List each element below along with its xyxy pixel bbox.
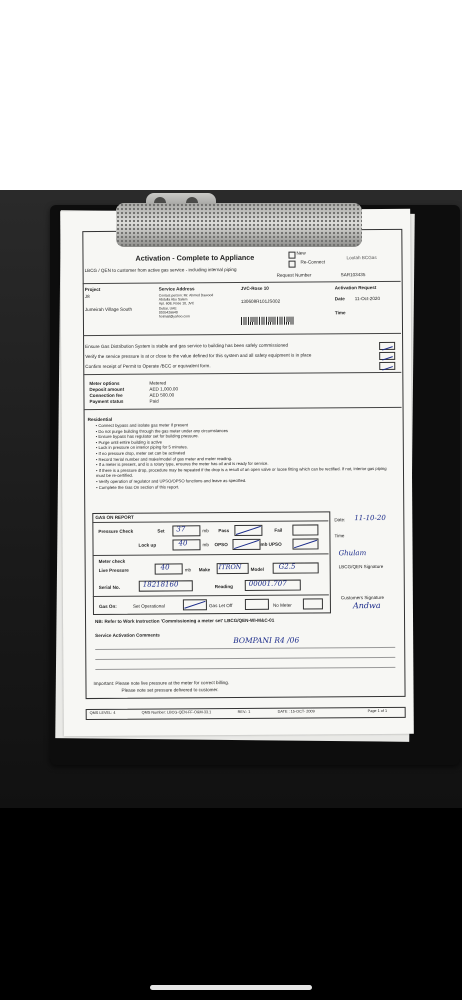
address-line: 0555426640 (158, 310, 178, 315)
address-line: Abdulla Abu Salem (158, 297, 188, 302)
work-instruction-note: NB: Refer to Work Instruction 'Commissioning a meter set' LBCG/QEN-WI-M&C-01 (95, 617, 275, 624)
lock-up-value: 40 (178, 539, 188, 548)
no-meter-label: No Meter (272, 602, 292, 608)
meter-options-label: Meter options (89, 380, 120, 387)
gas-on-label: Gas On: (98, 603, 117, 609)
mb-unit: mb (184, 567, 192, 573)
customer-signature-label: Customers Signature (340, 594, 385, 601)
footer-page: Page 1 of 1 (367, 708, 388, 714)
footer-date: DATE : 15-OCT- 2009 (277, 709, 315, 714)
set-operational-label: Set Operational (132, 603, 165, 609)
building: JVC-Rose 10 (240, 285, 269, 291)
new-checkbox[interactable] (288, 252, 295, 259)
deposit-value: AED 1,000.00 (149, 386, 179, 392)
statement-2: Verify the service pressure is at or close to the value defined for this system and all safety equipment is in place (85, 352, 312, 360)
fail-field[interactable] (292, 524, 318, 535)
comments-hand: BOMPANI R4 /06 (233, 635, 300, 646)
list-item: • Purge until entire building is active (95, 439, 162, 445)
background-bottom (0, 808, 462, 1000)
address-line: hotmail@yahoo.com (158, 314, 190, 319)
reconnect-checkbox[interactable] (289, 261, 296, 268)
request-number: SAR103435 (340, 272, 366, 278)
list-item: • Complete the Gas On section of this report. (96, 483, 180, 490)
serial-label: Serial No. (98, 584, 121, 590)
technician-signature: Ghulam (338, 549, 367, 558)
date-label-right: Date: (334, 517, 346, 523)
statement-1-check[interactable] (379, 342, 395, 350)
date-label: Date (334, 296, 345, 302)
reconnect-label: Re-Connect (300, 259, 326, 265)
customer-signature: Andwa (352, 601, 381, 611)
payment-value: Paid (149, 398, 159, 404)
statement-2-check[interactable] (379, 352, 395, 360)
address-line: Dubai, UAE (158, 306, 177, 311)
mb-unit: mb (202, 542, 209, 548)
lbcg-signature-label: LBCG/QEN Signature (338, 563, 384, 570)
serial-value: 18218160 (142, 580, 179, 589)
set-label: Set (157, 528, 165, 534)
address-line: Apt. 608, Rose 10, JVC (158, 301, 195, 306)
meter-ref: 130608R101JS002 (240, 298, 281, 304)
make-label: Make (198, 567, 211, 573)
gas-on-report-label: GAS ON REPORT (95, 514, 134, 520)
fail-label: Fail (274, 527, 283, 533)
opso-field[interactable] (232, 539, 260, 550)
meter-check-label: Meter check (98, 558, 126, 564)
important-note-2: Please note set pressure delivered to customer. (121, 687, 219, 693)
model-value: G2.5 (278, 562, 296, 571)
service-address-label: Service Address (158, 286, 195, 292)
no-meter-field[interactable] (303, 598, 323, 609)
date-value: 11-Oct-2020 (354, 295, 381, 302)
comments-label: Service Activation Comments (95, 632, 160, 638)
payment-label: Payment status (89, 398, 124, 405)
time-label-right: Time (334, 533, 345, 539)
deposit-label: Deposit amount (89, 386, 125, 393)
residential-label: Residential (87, 416, 113, 423)
list-item: • Do not purge building through the gas meter under any circumstances (95, 427, 229, 434)
logo-text: Lootah BCGas (346, 255, 377, 261)
set-value: 37 (176, 525, 186, 534)
background-top (0, 0, 462, 190)
list-item: • If a meter is present, and is a rotary type, ensures the meter has oil and is ready for service. (95, 460, 269, 468)
location: Jumeirah Village South (84, 306, 133, 313)
gas-let-off-field[interactable] (245, 599, 269, 610)
list-item: • Record Serial number and make/model of gas meter and meter reading. (95, 455, 233, 462)
new-label: New (296, 250, 306, 256)
mb-upso-label: mb UPSO (260, 541, 282, 547)
time-label: Time (334, 310, 346, 316)
lock-up-label: Lock up (138, 542, 157, 548)
list-item: • Lock in pressure on interior piping for 5 minutes. (95, 444, 188, 451)
list-item: • Connect bypass and isolate gas meter if present (95, 422, 188, 428)
footer-qms: QMS Number: LBCG-QEN-FF-O&M-33.1 (141, 710, 212, 715)
connection-value: AED 500.00 (149, 392, 175, 398)
footer-rev: REV.: 1 (237, 709, 251, 715)
barcode (241, 317, 295, 325)
mb-unit: mb (202, 528, 209, 534)
meter-options-value: Metered (149, 380, 167, 386)
set-operational-field[interactable] (183, 599, 207, 610)
activation-form (60, 209, 414, 736)
reading-value: 00001.707 (248, 579, 287, 588)
gas-let-off-label: Gas Let Off (208, 603, 233, 609)
project-value: J8 (84, 294, 90, 300)
statement-3: Confirm receipt of Permit to Operate /BCC or equivalent form. (85, 363, 211, 370)
address-line: Contact person: Mr. Ahmed Dawood (158, 293, 214, 298)
form-title: Activation - Complete to Appliance (135, 252, 255, 263)
live-pressure-label: Live Pressure (98, 567, 129, 573)
connection-label: Connection fee (89, 392, 123, 399)
reading-label: Reading (214, 584, 233, 590)
clipboard-clip (116, 193, 362, 251)
statement-3-check[interactable] (379, 362, 395, 370)
pressure-check-label: Pressure Check (98, 528, 134, 534)
list-item: • If there is a pressure drop, procedure may be repeated if the drop is a result of an open valve or loose fitting which can be rectified. If not, interior gas piping must be re-certified. (95, 465, 387, 479)
live-pressure-value: 40 (160, 563, 170, 572)
list-item: • If no pressure drop, meter set can be activated (95, 450, 186, 456)
model-label: Model (250, 566, 264, 572)
important-note-1: Important: Please note live pressure at the meter for correct billing. (93, 680, 230, 687)
make-value: ITRON (218, 562, 242, 572)
intro-text: LBCG / QEN to customer from active gas service - including internal piping (84, 266, 237, 274)
list-item: • Ensure bypass has regulator set for building pressure. (95, 433, 199, 440)
service-address (159, 293, 214, 319)
residential-list (96, 421, 392, 490)
request-number-label: Request Number (276, 272, 312, 278)
opso-label: OPSO (214, 542, 228, 548)
pass-field[interactable] (234, 525, 262, 536)
home-indicator[interactable] (150, 985, 312, 990)
upso-field[interactable] (292, 538, 318, 549)
statement-1: Ensure Gas Distribution System is stable and gas service to building has been safely commissioned (85, 342, 289, 350)
activation-request-label: Activation Request (334, 285, 377, 291)
clip-body (116, 203, 362, 247)
date-hand: 11-10-20 (354, 513, 386, 523)
list-item: • Verify operation of regulator and UPSO/OPSO functions and leave as specified. (96, 477, 247, 484)
pass-label: Pass (218, 528, 230, 534)
footer-level: QMS LEVEL: 4 (89, 710, 116, 716)
project-label: Project (84, 286, 101, 293)
